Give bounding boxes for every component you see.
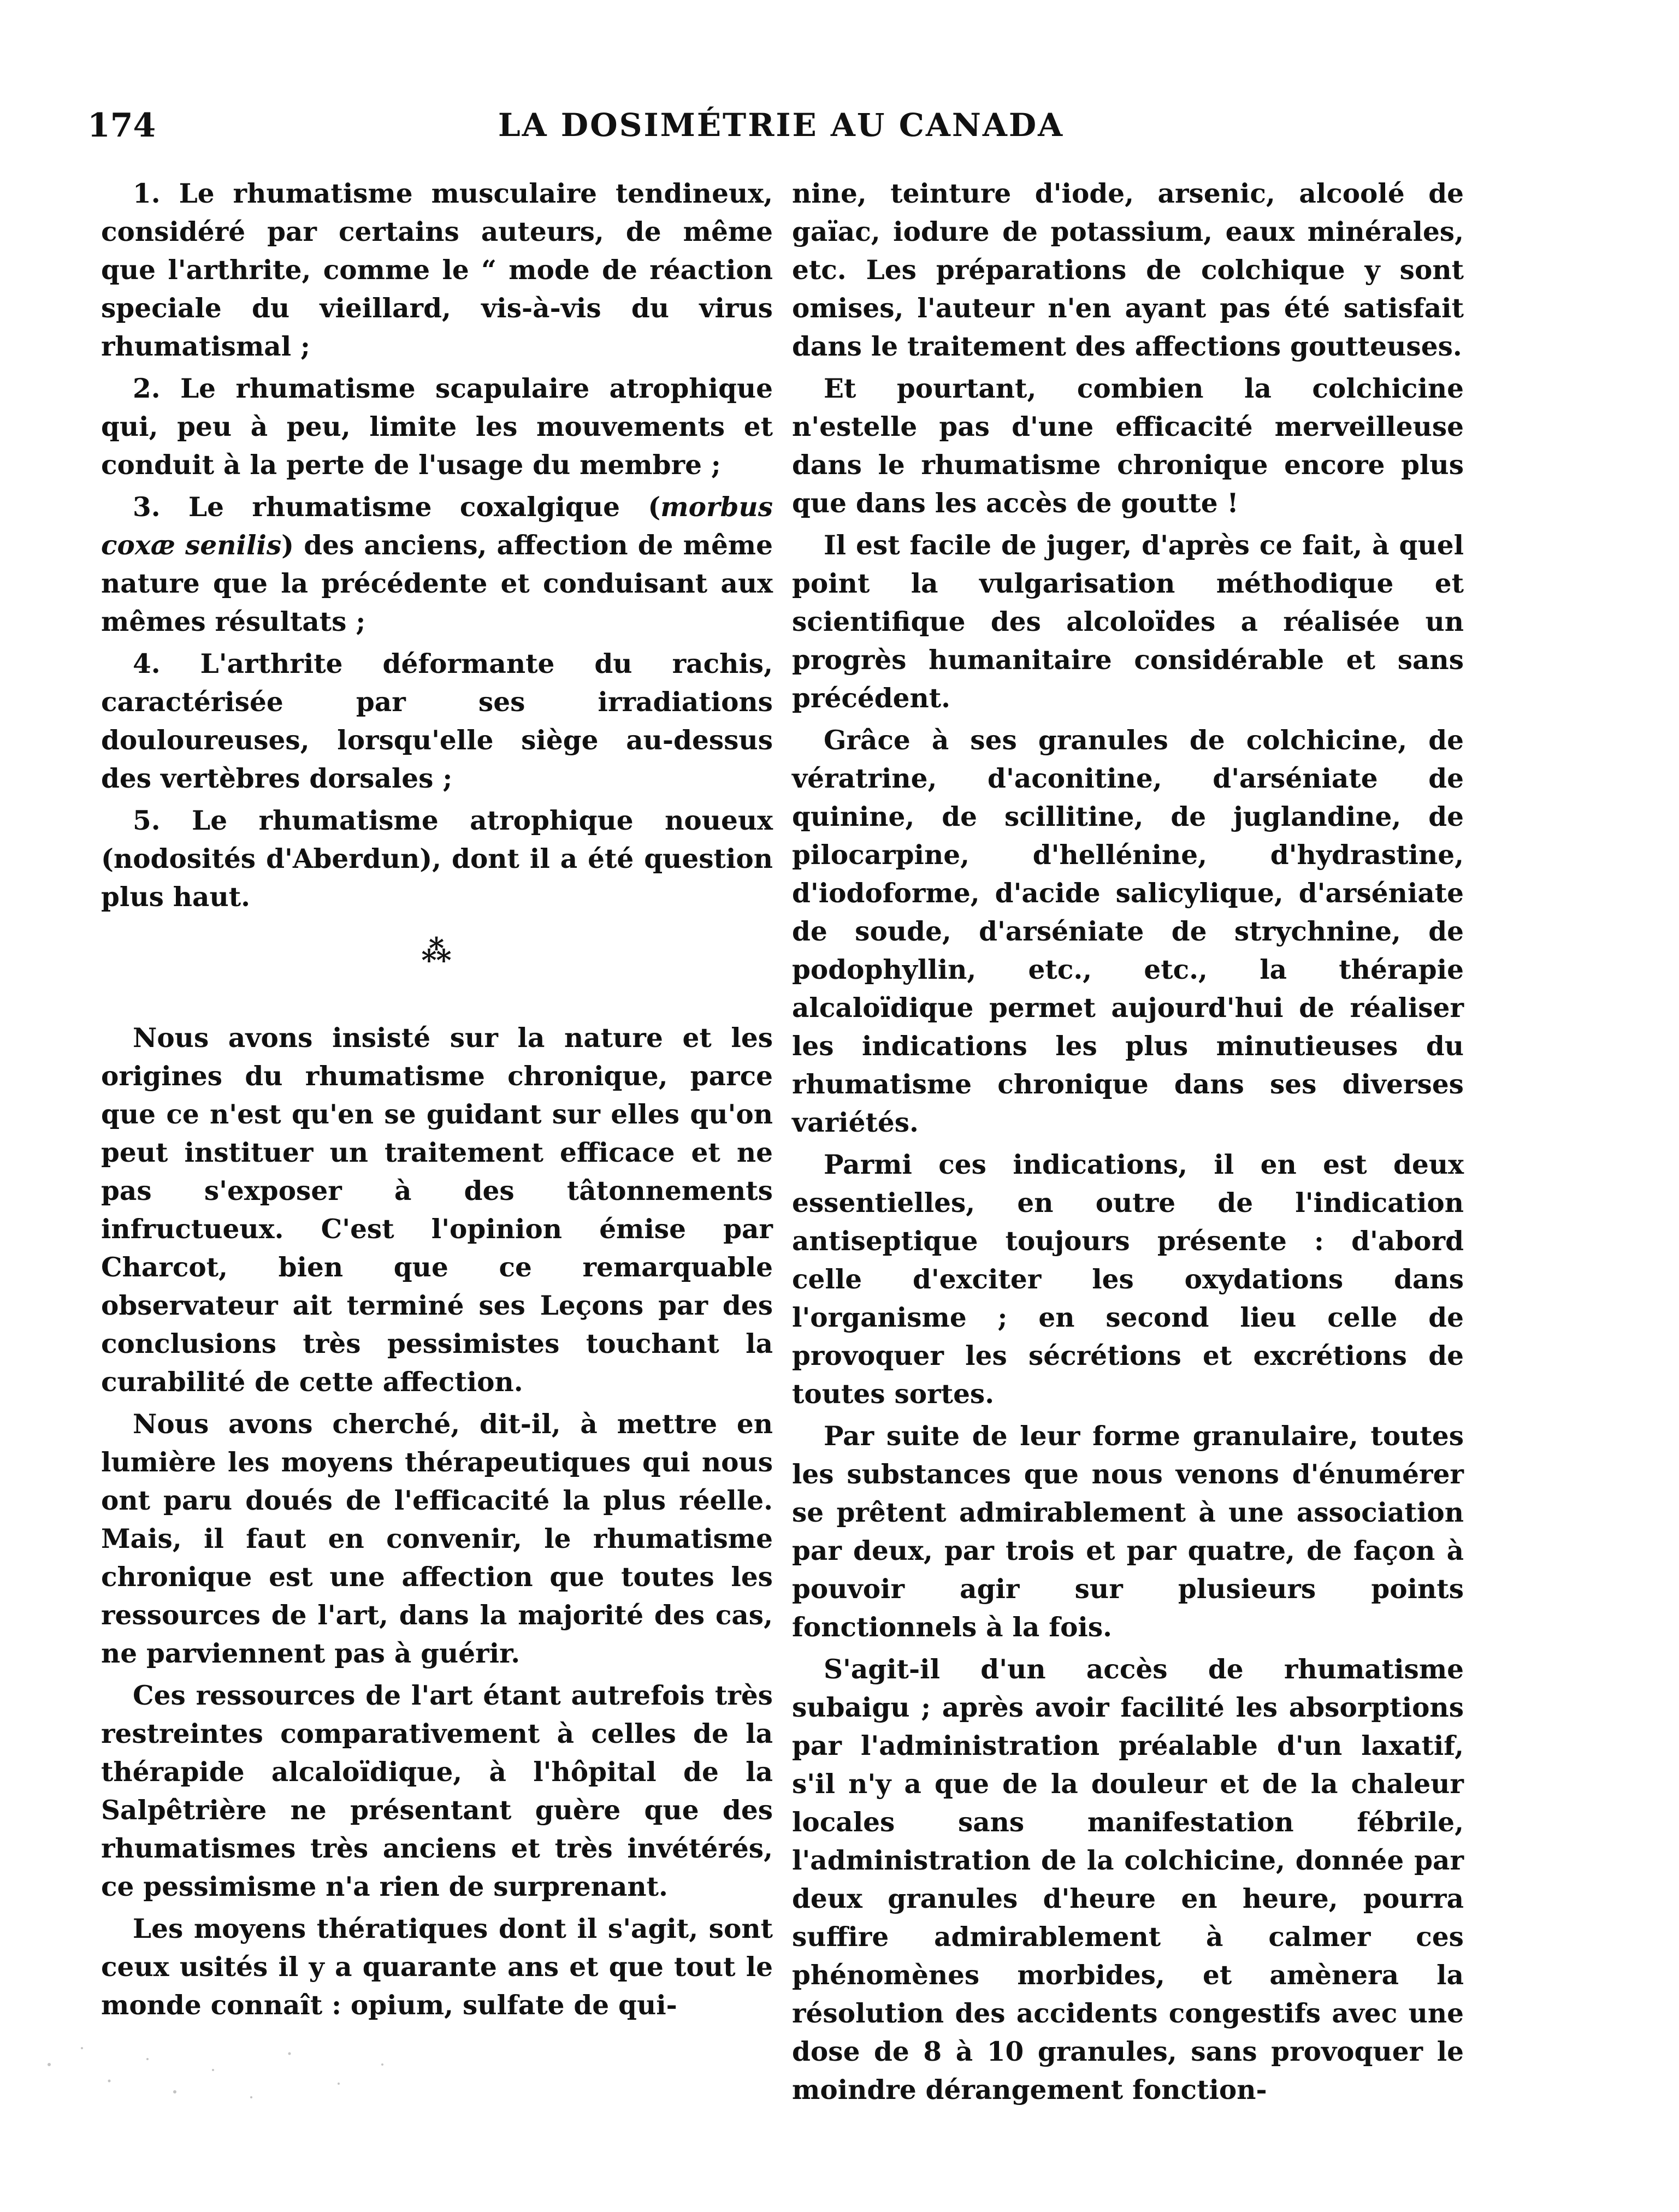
list-item-1 — [101, 175, 773, 366]
print-specks-decoration — [33, 2032, 415, 2119]
right-paragraph-4: Parmi ces indications, il en est deux essentielles, en outre de l'indication antiseptique toujours présente : d'abord celle d'exciter les oxydations dans l'organisme ; en second lieu celle de provoquer les sécrétions et excrétions de toutes sortes. — [792, 1149, 1464, 1410]
asterism-ornament: ⁂ — [421, 933, 453, 968]
list-item-text: 2. Le rhumatisme scapulaire atrophique qui, peu à peu, limite les mouvements et conduit à la perte de l'usage du membre ; — [101, 373, 773, 481]
right-paragraph-1: Et pourtant, combien la colchicine n'estelle pas d'une efficacité merveilleuse dans le rhumatisme chronique encore plus que dans les accès de goutte ! — [792, 373, 1464, 519]
list-item-3 — [101, 488, 773, 641]
running-head: LA DOSIMÉTRIE AU CANADA — [498, 107, 1065, 144]
left-paragraph-3: Ces ressources de l'art étant autrefois très restreintes comparativement à celles de la thérapide alcaloïdique, à l'hôpital de la Salpêtrière ne présentant guère que des rhumatismes très anciens et très invétérés, ce pessimisme n'a rien de surprenant. — [101, 1680, 773, 1902]
list-item-5 — [101, 802, 773, 916]
list-item-text: 1. Le rhumatisme musculaire tendineux, considéré par certains auteurs, de même que l'arthrite, comme le “ mode de réaction speciale du vieillard, vis-à-vis du virus rhumatismal ; — [101, 178, 773, 362]
page-number: 174 — [87, 107, 156, 145]
right-continuation: nine, teinture d'iode, arsenic, alcoolé de gaïac, iodure de potassium, eaux minérales, etc. Les préparations de colchique y sont omises, l'auteur n'en ayant pas été satisfait dans le traitement des affections goutteuses. — [792, 178, 1464, 362]
left-paragraph-4: Les moyens thératiques dont il s'agit, sont ceux usités il y a quarante ans et que tout le monde connaît : opium, sulfate de qui- — [101, 1913, 773, 2021]
list-item-4 — [101, 645, 773, 798]
left-column — [101, 175, 773, 2028]
list-item-text: 5. Le rhumatisme atrophique noueux (nodosités d'Aberdun), dont il a été question plus haut. — [101, 805, 773, 913]
left-paragraph-2: Nous avons cherché, dit-il, à mettre en lumière les moyens thérapeutiques qui nous ont paru doués de l'efficacité la plus réelle. Mais, il faut en convenir, le rhumatisme chronique est une affection que toutes les ressources de l'art, dans la majorité des cas, ne parviennent pas à guérir. — [101, 1409, 773, 1669]
right-column — [792, 175, 1464, 2113]
right-paragraph-6: S'agit-il d'un accès de rhumatisme subaigu ; après avoir facilité les absorptions par l'administration préalable d'un laxatif, s'il n'y a que de la douleur et de la chaleur locales sans manifestation fébrile, l'administration de la colchicine, donnée par deux granules d'heure en heure, pourra suffire admirablement à calmer ces phénomènes morbides, et amènera la résolution des accidents congestifs avec une dose de 8 à 10 granules, sans provoquer le moindre dérangement fonction- — [792, 1654, 1464, 2105]
right-paragraph-2: Il est facile de juger, d'après ce fait, à quel point la vulgarisation méthodique et scientifique des alcoloïdes a réalisée un progrès humanitaire considérable et sans précédent. — [792, 530, 1464, 714]
list-item-text: ) des anciens, affection de même nature que la précédente et conduisant aux mêmes résultats ; — [101, 530, 773, 637]
list-item-text: 3. Le rhumatisme coxalgique ( — [133, 492, 661, 523]
right-paragraph-3: Grâce à ses granules de colchicine, de vératrine, d'aconitine, d'arséniate de quinine, de scillitine, de juglandine, de pilocarpine, d'hellénine, d'hydrastine, d'iodoforme, d'acide salicylique, d'arséniate de soude, d'arséniate de strychnine, de podophyllin, etc., etc., la thérapie alcaloïdique permet aujourd'hui de réaliser les indications les plus minutieuses du rhumatisme chronique dans ses diverses variétés. — [792, 725, 1464, 1138]
right-paragraph-5: Par suite de leur forme granulaire, toutes les substances que nous venons d'énumérer se prêtent admirablement à une association par deux, par trois et par quatre, de façon à pouvoir agir sur plusieurs points fonctionnels à la fois. — [792, 1421, 1464, 1643]
left-paragraph-1: Nous avons insisté sur la nature et les origines du rhumatisme chronique, parce que ce n'est qu'en se guidant sur elles qu'on peut instituer un traitement efficace et ne pas s'exposer à des tâtonnements infructueux. C'est l'opinion émise par Charcot, bien que ce remarquable observateur ait terminé ses Leçons par des conclusions très pessimistes touchant la curabilité de cette affection. — [101, 1022, 773, 1398]
list-item-text: 4. L'arthrite déformante du rachis, caractérisée par ses irradiations douloureuses, lorsqu'elle siège au-dessus des vertèbres dorsales ; — [101, 648, 773, 794]
list-item-italic: morbus coxæ senilis — [101, 492, 773, 561]
list-item-2 — [101, 370, 773, 484]
